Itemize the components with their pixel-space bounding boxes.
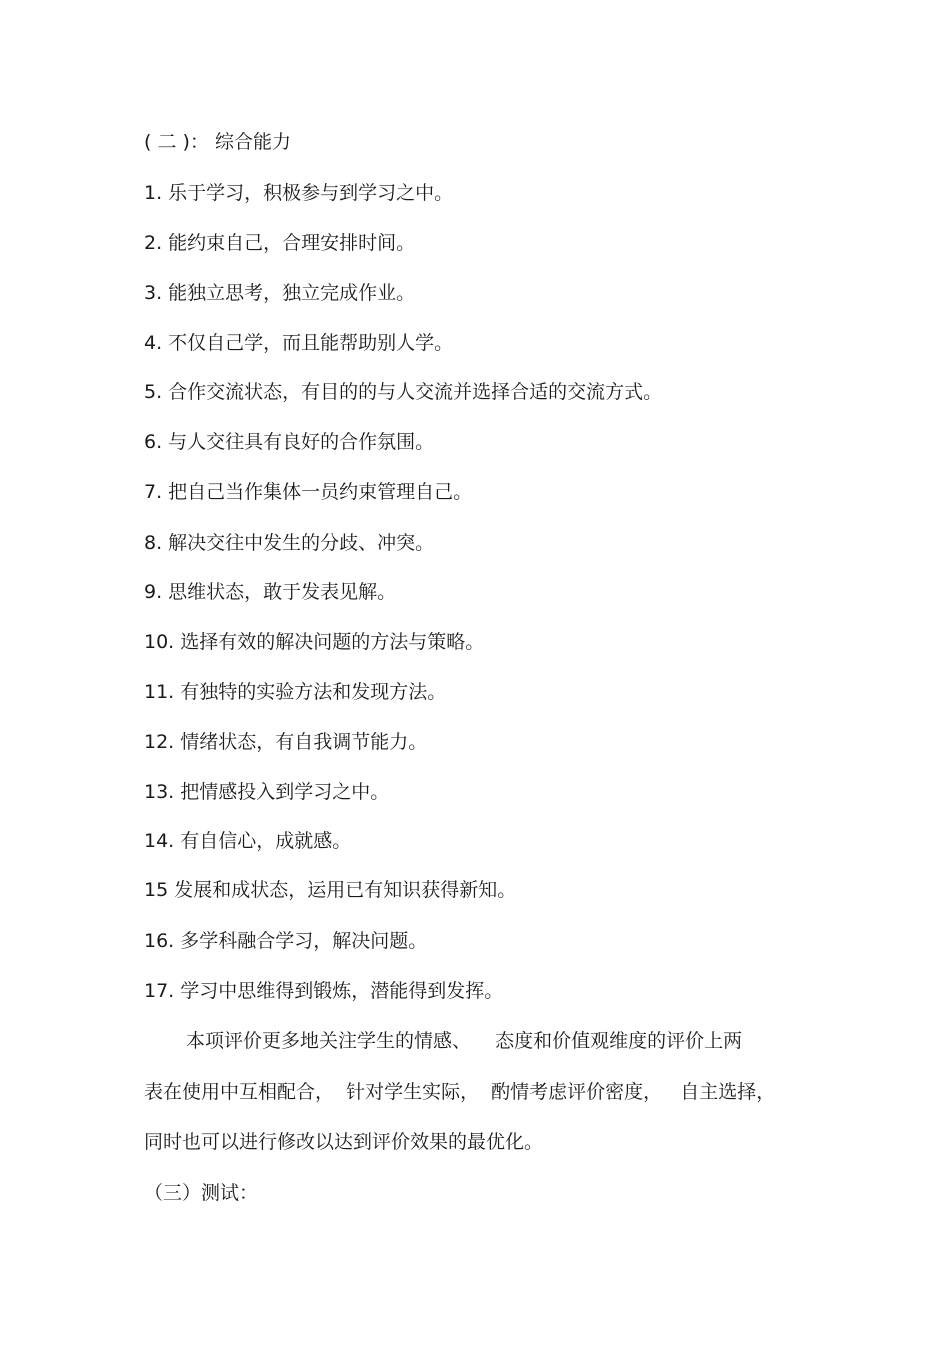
list-item: 3. 能独立思考，独立完成作业。 bbox=[144, 282, 416, 304]
list-item: 9. 思维状态，敢于发表见解。 bbox=[144, 581, 397, 603]
list-item: 13. 把情感投入到学习之中。 bbox=[144, 781, 390, 803]
paragraph-line: 表在使用中互相配合， 针对学生实际， 酌情考虑评价密度， 自主选择， bbox=[144, 1081, 776, 1103]
paragraph-line: 同时也可以进行修改以达到评价效果的最优化。 bbox=[144, 1131, 544, 1153]
list-item: 6. 与人交往具有良好的合作氛围。 bbox=[144, 431, 435, 453]
list-item: 1. 乐于学习，积极参与到学习之中。 bbox=[144, 182, 454, 204]
list-item: 14. 有自信心，成就感。 bbox=[144, 830, 352, 852]
list-item: 11. 有独特的实验方法和发现方法。 bbox=[144, 681, 447, 703]
paragraph-line: 本项评价更多地关注学生的情感、 态度和价值观维度的评价上两 bbox=[186, 1030, 743, 1052]
list-item: 15 发展和成状态，运用已有知识获得新知。 bbox=[144, 879, 517, 901]
section-heading: ( 二 )： 综合能力 bbox=[144, 131, 291, 153]
list-item: 12. 情绪状态，有自我调节能力。 bbox=[144, 731, 428, 753]
list-item: 7. 把自己当作集体一员约束管理自己。 bbox=[144, 481, 473, 503]
list-item: 16. 多学科融合学习，解决问题。 bbox=[144, 930, 428, 952]
list-item: 5. 合作交流状态，有目的的与人交流并选择合适的交流方式。 bbox=[144, 381, 663, 403]
next-section-heading: （三）测试： bbox=[144, 1182, 259, 1204]
list-item: 8. 解决交往中发生的分歧、冲突。 bbox=[144, 532, 435, 554]
list-item: 4. 不仅自己学，而且能帮助别人学。 bbox=[144, 332, 454, 354]
list-item: 17. 学习中思维得到锻炼，潜能得到发挥。 bbox=[144, 980, 504, 1002]
list-item: 2. 能约束自己，合理安排时间。 bbox=[144, 232, 416, 254]
list-item: 10. 选择有效的解决问题的方法与策略。 bbox=[144, 631, 485, 653]
